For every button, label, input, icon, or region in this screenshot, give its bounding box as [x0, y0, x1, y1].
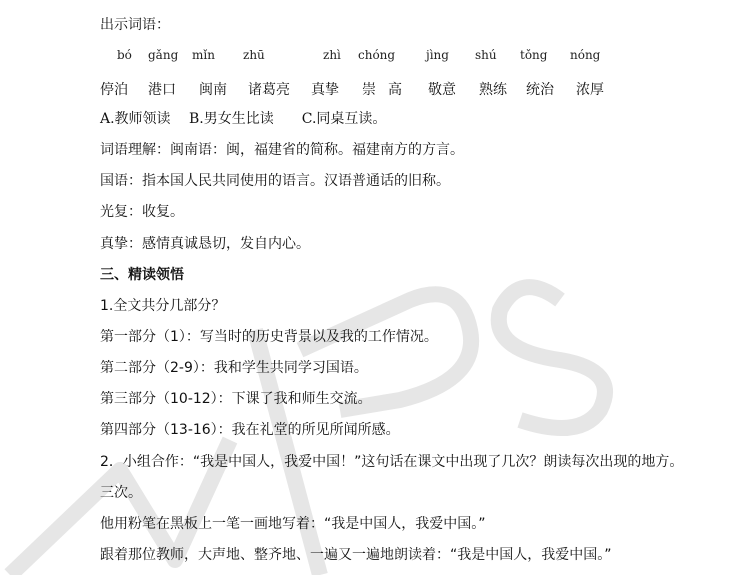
word: 真挚 [311, 82, 339, 98]
part-description: 第四部分（13-16）：我在礼堂的所见所闻所感。 [100, 422, 400, 438]
part-description: 第一部分（1）：写当时的历史背景以及我的工作情况。 [100, 329, 438, 345]
word-explanation: 国语：指本国人民共同使用的语言。汉语普通话的旧称。 [100, 173, 450, 189]
question: 2．小组合作：“我是中国人，我爱中国！”这句话在课文中出现了几次？朗读每次出现的地方。 [100, 454, 684, 470]
answer: 三次。 [100, 485, 142, 501]
word-explanation: 词语理解：闽南语：闽，福建省的简称。福建南方的方言。 [100, 142, 464, 158]
word: 崇 [362, 82, 376, 98]
word-explanation: 光复：收复。 [100, 204, 184, 220]
word: 高 [388, 82, 402, 98]
word: 浓厚 [576, 82, 604, 98]
pinyin: mǐn [192, 48, 215, 62]
pinyin: tǒng [520, 48, 548, 62]
word: 敬意 [428, 82, 456, 98]
pinyin: jìng [426, 48, 449, 62]
quote: 他用粉笔在黑板上一笔一画地写着：“我是中国人，我爱中国。” [100, 516, 486, 532]
show-words-heading: 出示词语： [100, 17, 170, 33]
word: 停泊 [100, 82, 128, 98]
part-description: 第三部分（10-12）：下课了我和师生交流。 [100, 391, 372, 407]
pinyin: bó [117, 48, 132, 62]
word: 闽南 [199, 82, 227, 98]
word-explanation: 真挚：感情真诚恳切，发自内心。 [100, 236, 310, 252]
reading-options: A.教师领读 B.男女生比读 C.同桌互读。 [100, 111, 387, 127]
pinyin: zhū [243, 48, 265, 62]
pinyin: shú [475, 48, 497, 62]
pinyin: zhì [323, 48, 341, 62]
part-description: 第二部分（2-9）：我和学生共同学习国语。 [100, 360, 368, 376]
word: 诸葛亮 [248, 82, 290, 98]
pinyin: nóng [570, 48, 601, 62]
word: 熟练 [479, 82, 507, 98]
pinyin: chóng [358, 48, 396, 62]
quote: 跟着那位教师，大声地、整齐地、一遍又一遍地朗读着：“我是中国人，我爱中国。” [100, 547, 612, 563]
question: 1.全文共分几部分？ [100, 298, 226, 314]
section-title: 三、精读领悟 [100, 267, 184, 283]
word: 港口 [148, 82, 176, 98]
word: 统治 [526, 82, 554, 98]
pinyin: gǎng [148, 48, 179, 62]
